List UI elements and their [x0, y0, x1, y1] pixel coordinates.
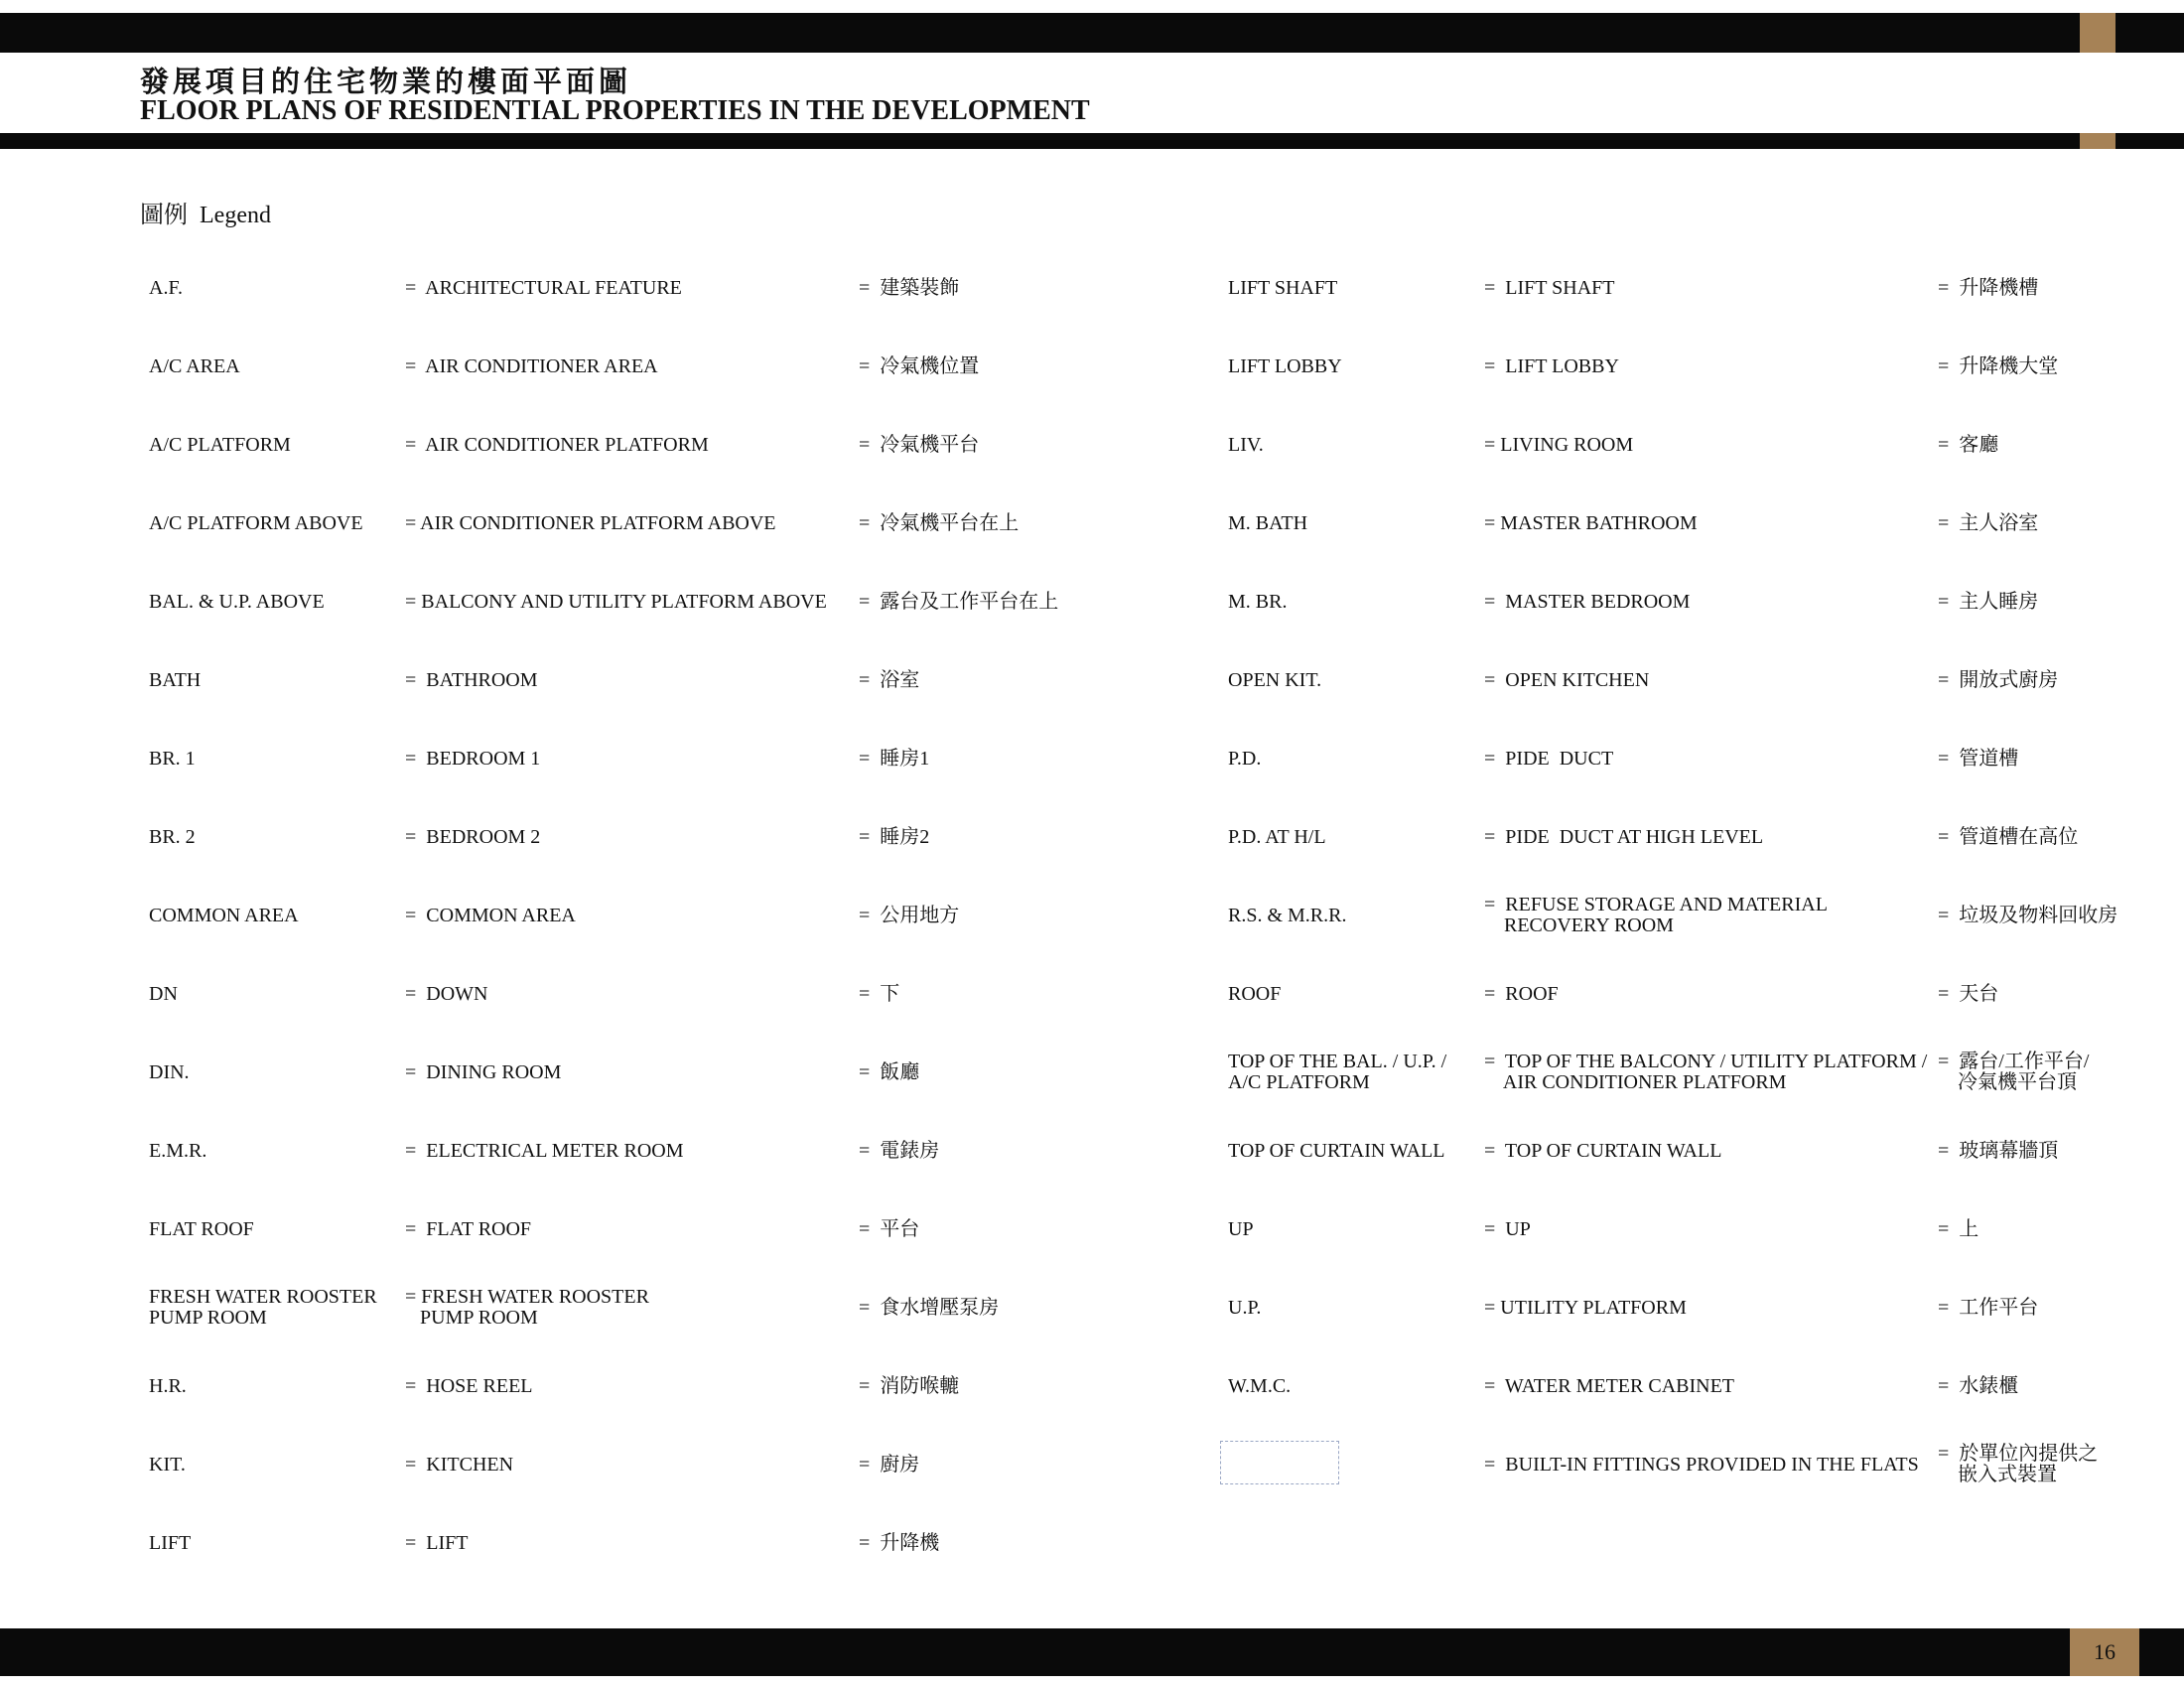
legend-meaning-en: = LIFT LOBBY: [1484, 354, 1619, 377]
legend-abbr-cell: [149, 896, 397, 935]
legend-meaning-zh-cell: [859, 1445, 1157, 1484]
legend-abbr: BR. 1: [149, 747, 196, 770]
legend-meaning-en: = BEDROOM 1: [405, 747, 541, 770]
legend-meaning-zh: = 開放式廚房: [1938, 668, 2059, 691]
built-in-fittings-swatch: [1220, 1441, 1339, 1484]
legend-meaning-en-cell: [1484, 582, 1936, 622]
legend-abbr-cell: [1228, 974, 1481, 1014]
legend-meaning-zh-cell: [1938, 347, 2136, 386]
legend-meaning-en-cell: [1484, 660, 1936, 700]
legend-meaning-en: = ARCHITECTURAL FEATURE: [405, 276, 682, 299]
legend-meaning-zh-cell: [1938, 268, 2136, 308]
header-bottom-accent: [2080, 133, 2116, 149]
legend-title: [140, 195, 271, 229]
legend-abbr: A/C PLATFORM ABOVE: [149, 511, 363, 534]
legend-abbr: TOP OF CURTAIN WALL: [1228, 1139, 1445, 1162]
legend-meaning-zh-cell: [1938, 1288, 2136, 1328]
legend-meaning-en: = PIDE DUCT AT HIGH LEVEL: [1484, 825, 1764, 848]
legend-meaning-zh: = 水錶櫃: [1938, 1374, 2019, 1397]
legend-meaning-zh: = 冷氣機位置: [859, 354, 980, 377]
legend-abbr-cell: [1228, 347, 1481, 386]
legend-meaning-zh: = 下: [859, 982, 900, 1005]
legend-abbr-cell: [149, 1209, 397, 1249]
legend-meaning-en-cell: [1484, 347, 1936, 386]
legend-abbr-cell: [149, 582, 397, 622]
legend-meaning-zh: = 飯廳: [859, 1060, 920, 1083]
legend-meaning-zh: = 天台: [1938, 982, 1999, 1005]
legend-meaning-zh: = 冷氣機平台在上: [859, 511, 1020, 534]
legend-abbr: M. BATH: [1228, 511, 1308, 534]
legend-meaning-en-cell: [1484, 739, 1936, 778]
legend-meaning-zh-cell: [1938, 1053, 2136, 1092]
legend-meaning-zh: = 管道槽: [1938, 747, 2019, 770]
page-title-en: FLOOR PLANS OF RESIDENTIAL PROPERTIES IN THE DEVELOPMENT: [140, 95, 1090, 126]
legend-abbr-cell: [149, 1053, 397, 1092]
legend-abbr-cell: [1228, 896, 1481, 935]
legend-abbr: P.D. AT H/L: [1228, 825, 1326, 848]
legend-meaning-zh-cell: [1938, 503, 2136, 543]
legend-meaning-en: = KITCHEN: [405, 1453, 514, 1476]
legend-meaning-zh: = 工作平台: [1938, 1296, 2039, 1319]
legend-abbr: DN: [149, 982, 178, 1005]
legend-meaning-zh-cell: [859, 739, 1157, 778]
legend-abbr: ROOF: [1228, 982, 1282, 1005]
legend-abbr: LIFT SHAFT: [1228, 276, 1338, 299]
legend-meaning-zh: = 廚房: [859, 1453, 920, 1476]
legend-meaning-zh-cell: [1938, 817, 2136, 857]
legend-meaning-zh: = 建築裝飾: [859, 276, 960, 299]
legend-meaning-zh-cell: [1938, 425, 2136, 465]
legend-meaning-zh: = 主人睡房: [1938, 590, 2039, 613]
legend-meaning-en-cell: [405, 660, 857, 700]
legend-abbr: W.M.C.: [1228, 1374, 1292, 1397]
legend-abbr-cell: [149, 347, 397, 386]
legend-meaning-zh-cell: [1938, 660, 2136, 700]
legend-meaning-en-cell: [1484, 1288, 1936, 1328]
legend-meaning-zh-cell: [859, 425, 1157, 465]
legend-meaning-zh-cell: [859, 347, 1157, 386]
legend-meaning-en: = TOP OF THE BALCONY / UTILITY PLATFORM / AIR CONDITIONER PLATFORM: [1484, 1051, 1928, 1093]
legend-meaning-zh: = 消防喉轆: [859, 1374, 960, 1397]
legend-meaning-en-cell: [405, 582, 857, 622]
legend-abbr-cell: [149, 1445, 397, 1484]
legend-meaning-en: = ROOF: [1484, 982, 1559, 1005]
legend-meaning-zh-cell: [859, 1053, 1157, 1092]
legend-meaning-en: = ELECTRICAL METER ROOM: [405, 1139, 684, 1162]
legend-meaning-zh: = 冷氣機平台: [859, 433, 980, 456]
legend-meaning-en: = AIR CONDITIONER AREA: [405, 354, 658, 377]
legend-meaning-en-cell: [1484, 1209, 1936, 1249]
legend-meaning-zh-cell: [1938, 739, 2136, 778]
legend-meaning-en-cell: [405, 503, 857, 543]
legend-abbr: LIV.: [1228, 433, 1264, 456]
legend-meaning-en-cell: [1484, 268, 1936, 308]
legend-meaning-en: = TOP OF CURTAIN WALL: [1484, 1139, 1722, 1162]
legend-meaning-zh: = 管道槽在高位: [1938, 825, 2079, 848]
legend-meaning-zh-cell: [1938, 1209, 2136, 1249]
legend-meaning-en-cell: [405, 1366, 857, 1406]
legend-abbr: KIT.: [149, 1453, 186, 1476]
legend-meaning-en-cell: [405, 817, 857, 857]
legend-abbr-cell: [1228, 660, 1481, 700]
legend-meaning-zh-cell: [1938, 1366, 2136, 1406]
legend-meaning-zh: = 浴室: [859, 668, 920, 691]
legend-meaning-en-cell: [405, 739, 857, 778]
legend-abbr-cell: [1228, 739, 1481, 778]
legend-meaning-en-cell: [405, 425, 857, 465]
legend-meaning-zh-cell: [859, 503, 1157, 543]
legend-meaning-en-cell: [405, 1053, 857, 1092]
page-title-zh: 發展項目的住宅物業的樓面平面圖: [140, 67, 632, 98]
legend-abbr: COMMON AREA: [149, 904, 299, 926]
legend-meaning-en: = WATER METER CABINET: [1484, 1374, 1735, 1397]
legend-meaning-en: = BALCONY AND UTILITY PLATFORM ABOVE: [405, 590, 827, 613]
legend-meaning-en-cell: [1484, 1131, 1936, 1171]
legend-meaning-en: = UTILITY PLATFORM: [1484, 1296, 1687, 1319]
legend-abbr-cell: [149, 1288, 397, 1328]
legend-meaning-en-cell: [1484, 1053, 1936, 1092]
legend-meaning-en-cell: [1484, 974, 1936, 1014]
legend-meaning-en: = DINING ROOM: [405, 1060, 562, 1083]
legend-abbr-cell: [1228, 1288, 1481, 1328]
legend-abbr: U.P.: [1228, 1296, 1262, 1319]
footer-bar: [0, 1628, 2184, 1676]
legend-meaning-en: = AIR CONDITIONER PLATFORM ABOVE: [405, 511, 776, 534]
legend-meaning-zh: = 主人浴室: [1938, 511, 2039, 534]
legend-meaning-zh-cell: [859, 1366, 1157, 1406]
top-bar: [0, 13, 2184, 53]
legend-abbr: A.F.: [149, 276, 183, 299]
legend-abbr-cell: [149, 1366, 397, 1406]
legend-meaning-zh-cell: [859, 1523, 1157, 1563]
legend-meaning-en: = LIVING ROOM: [1484, 433, 1634, 456]
legend-abbr: OPEN KIT.: [1228, 668, 1322, 691]
legend-meaning-en: = BUILT-IN FITTINGS PROVIDED IN THE FLATS: [1484, 1453, 1919, 1476]
legend-abbr: FRESH WATER ROOSTER PUMP ROOM: [149, 1286, 377, 1329]
legend-abbr-cell: [1228, 817, 1481, 857]
legend-meaning-en: = OPEN KITCHEN: [1484, 668, 1650, 691]
legend-meaning-en: = COMMON AREA: [405, 904, 576, 926]
legend-abbr-cell: [149, 1523, 397, 1563]
legend-meaning-en: = MASTER BATHROOM: [1484, 511, 1698, 534]
legend-meaning-zh: = 玻璃幕牆頂: [1938, 1139, 2059, 1162]
legend-abbr-cell: [1228, 425, 1481, 465]
legend-abbr: M. BR.: [1228, 590, 1288, 613]
legend-abbr-cell: [1228, 1209, 1481, 1249]
legend-meaning-zh-cell: [1938, 1445, 2136, 1484]
legend-abbr: E.M.R.: [149, 1139, 207, 1162]
legend-abbr-cell: [149, 268, 397, 308]
legend-abbr: LIFT: [149, 1531, 192, 1554]
legend-abbr: DIN.: [149, 1060, 190, 1083]
legend-abbr-cell: [1228, 1131, 1481, 1171]
legend-meaning-zh: = 睡房1: [859, 747, 930, 770]
legend-meaning-en-cell: [1484, 1366, 1936, 1406]
legend-meaning-en: = FRESH WATER ROOSTER PUMP ROOM: [405, 1286, 649, 1329]
legend-abbr: FLAT ROOF: [149, 1217, 254, 1240]
legend-meaning-en-cell: [405, 896, 857, 935]
legend-meaning-en-cell: [405, 974, 857, 1014]
legend-abbr: P.D.: [1228, 747, 1262, 770]
legend-meaning-zh-cell: [1938, 582, 2136, 622]
legend-meaning-en: = MASTER BEDROOM: [1484, 590, 1691, 613]
legend-meaning-en: = BATHROOM: [405, 668, 538, 691]
legend-meaning-zh: = 垃圾及物料回收房: [1938, 904, 2118, 926]
legend-abbr: H.R.: [149, 1374, 187, 1397]
legend-abbr-cell: [1228, 582, 1481, 622]
legend-meaning-en: = REFUSE STORAGE AND MATERIAL RECOVERY ROOM: [1484, 894, 1828, 936]
legend-abbr: BAL. & U.P. ABOVE: [149, 590, 325, 613]
legend-meaning-zh-cell: [859, 1209, 1157, 1249]
legend-abbr-cell: [149, 503, 397, 543]
legend-meaning-zh-cell: [1938, 974, 2136, 1014]
legend-meaning-en-cell: [1484, 503, 1936, 543]
legend-abbr-cell: [1228, 1366, 1481, 1406]
legend-abbr-cell: [149, 974, 397, 1014]
legend-meaning-zh: = 客廳: [1938, 433, 1999, 456]
legend-meaning-en: = FLAT ROOF: [405, 1217, 532, 1240]
legend-abbr-cell: [149, 1131, 397, 1171]
legend-meaning-zh: = 睡房2: [859, 825, 930, 848]
legend-abbr: TOP OF THE BAL. / U.P. / A/C PLATFORM: [1228, 1051, 1447, 1093]
legend-meaning-zh: = 上: [1938, 1217, 1979, 1240]
legend-title-en: Legend: [200, 203, 271, 228]
legend-meaning-zh-cell: [859, 974, 1157, 1014]
legend-meaning-en-cell: [405, 1288, 857, 1328]
legend-meaning-en-cell: [405, 1131, 857, 1171]
legend-meaning-en-cell: [405, 1209, 857, 1249]
legend-abbr-cell: [149, 660, 397, 700]
legend-meaning-zh: = 電錶房: [859, 1139, 940, 1162]
legend-meaning-zh: = 露台及工作平台在上: [859, 590, 1059, 613]
legend-meaning-zh: = 食水增壓泵房: [859, 1296, 1000, 1319]
legend-abbr: A/C AREA: [149, 354, 240, 377]
legend-meaning-en-cell: [405, 268, 857, 308]
legend-abbr-cell: [1228, 503, 1481, 543]
top-bar-accent: [2080, 13, 2116, 53]
legend-meaning-zh-cell: [859, 1288, 1157, 1328]
legend-meaning-zh: = 公用地方: [859, 904, 960, 926]
legend-meaning-zh-cell: [859, 896, 1157, 935]
legend-meaning-zh-cell: [859, 660, 1157, 700]
legend-abbr-cell: [149, 739, 397, 778]
legend-meaning-zh-cell: [859, 817, 1157, 857]
legend-meaning-en: = LIFT: [405, 1531, 469, 1554]
legend-meaning-en-cell: [1484, 817, 1936, 857]
legend-meaning-en-cell: [1484, 1445, 1936, 1484]
page-number: 16: [2070, 1628, 2139, 1676]
legend-meaning-zh-cell: [1938, 896, 2136, 935]
legend-title-zh: 圖例: [140, 203, 188, 228]
legend-meaning-en: = PIDE DUCT: [1484, 747, 1614, 770]
legend-abbr-cell: [149, 425, 397, 465]
header-bottom-bar: [0, 133, 2184, 149]
legend-meaning-en-cell: [1484, 896, 1936, 935]
legend-abbr: LIFT LOBBY: [1228, 354, 1342, 377]
legend-meaning-zh: = 升降機槽: [1938, 276, 2039, 299]
legend-abbr: UP: [1228, 1217, 1254, 1240]
legend-meaning-en-cell: [405, 1445, 857, 1484]
legend-meaning-zh-cell: [859, 268, 1157, 308]
legend-abbr-cell: [1228, 268, 1481, 308]
legend-meaning-en: = HOSE REEL: [405, 1374, 533, 1397]
legend-abbr: A/C PLATFORM: [149, 433, 291, 456]
legend-meaning-en: = AIR CONDITIONER PLATFORM: [405, 433, 709, 456]
legend-meaning-zh: = 升降機大堂: [1938, 354, 2059, 377]
legend-meaning-en: = LIFT SHAFT: [1484, 276, 1615, 299]
legend-meaning-en-cell: [405, 1523, 857, 1563]
legend-abbr: R.S. & M.R.R.: [1228, 904, 1347, 926]
legend-meaning-en: = UP: [1484, 1217, 1531, 1240]
legend-meaning-zh-cell: [859, 582, 1157, 622]
legend-meaning-en: = DOWN: [405, 982, 488, 1005]
legend-meaning-zh: = 升降機: [859, 1531, 940, 1554]
legend-meaning-zh-cell: [1938, 1131, 2136, 1171]
legend-abbr-cell: [1228, 1053, 1481, 1092]
legend-meaning-en: = BEDROOM 2: [405, 825, 541, 848]
legend-meaning-zh-cell: [859, 1131, 1157, 1171]
legend-meaning-en-cell: [405, 347, 857, 386]
legend-abbr-cell: [149, 817, 397, 857]
legend-meaning-zh: = 於單位內提供之 嵌入式裝置: [1938, 1443, 2099, 1485]
legend-abbr: BR. 2: [149, 825, 196, 848]
legend-meaning-zh: = 平台: [859, 1217, 920, 1240]
legend-abbr: BATH: [149, 668, 202, 691]
legend-meaning-en-cell: [1484, 425, 1936, 465]
legend-meaning-zh: = 露台/工作平台/ 冷氣機平台頂: [1938, 1051, 2090, 1093]
